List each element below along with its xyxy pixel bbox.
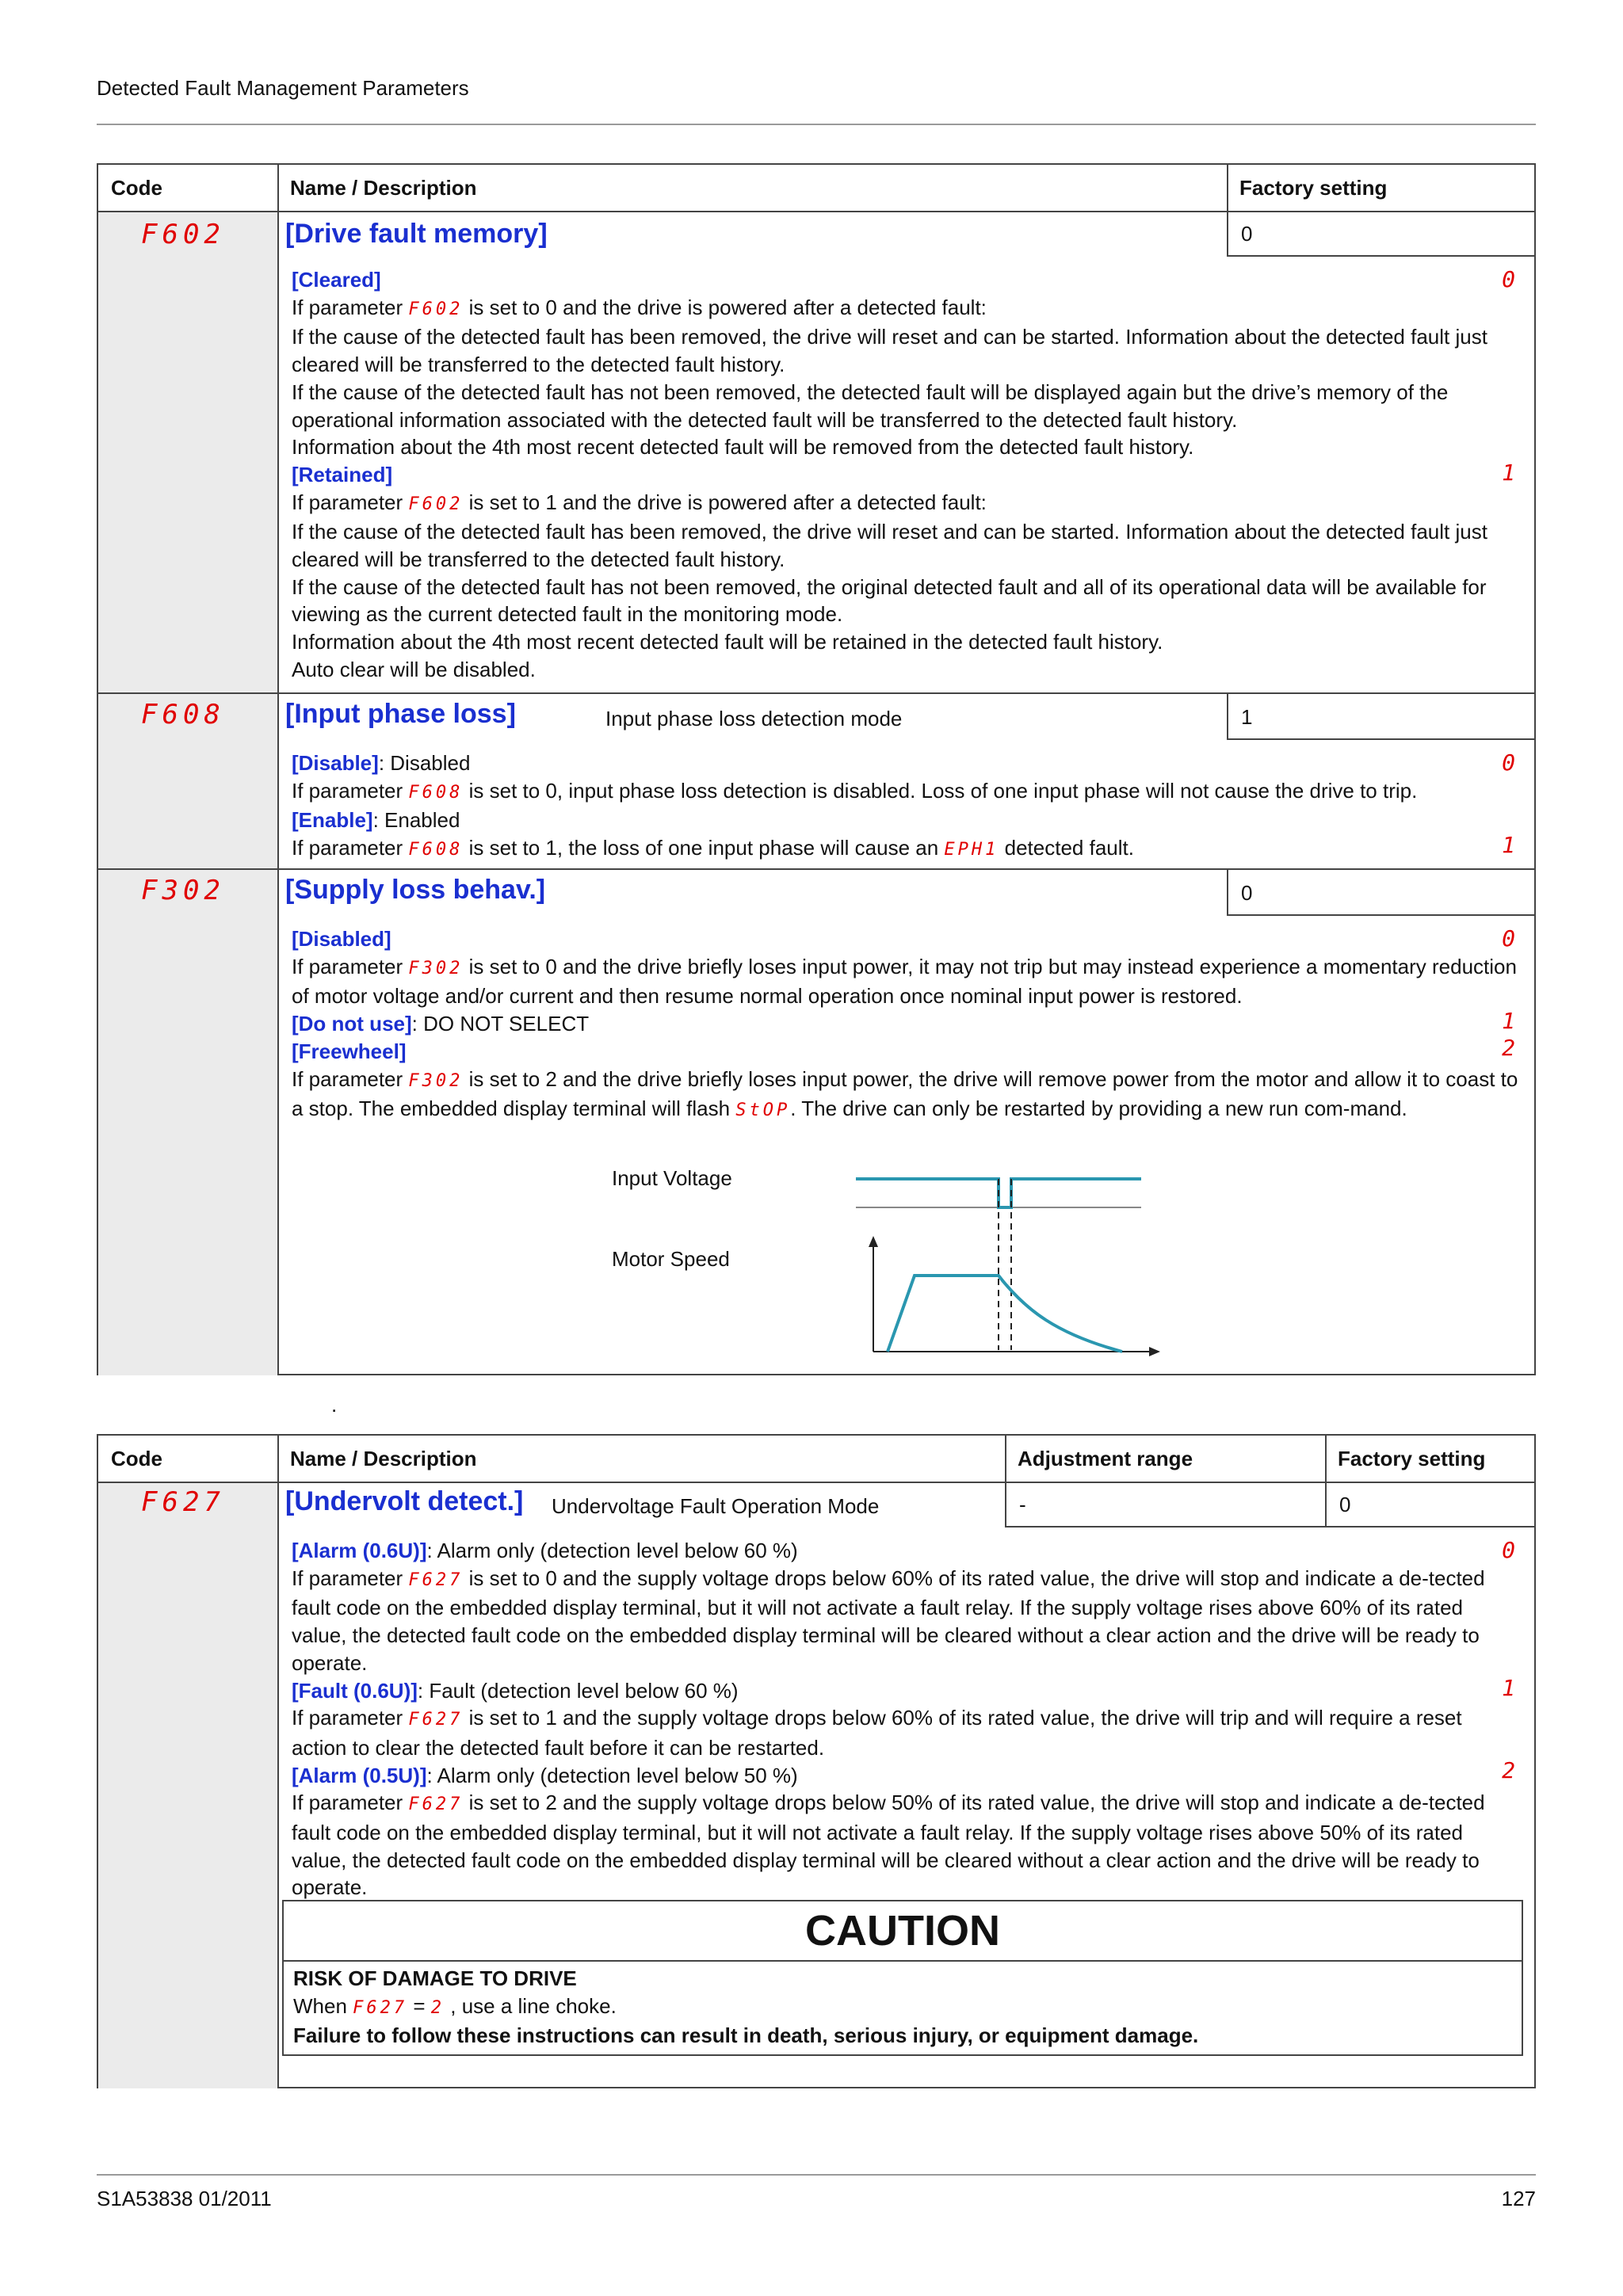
desc-f608 <box>292 749 1520 864</box>
param-title-f627: Undervoltage Fault Operation Mode <box>552 1494 880 1518</box>
option-freewheel: [Freewheel] <box>292 1039 407 1063</box>
desc-line: If parameter F602 is set to 1 and the drive is powered after a detected fault: <box>292 490 987 514</box>
desc-line: [Enable]: Enabled <box>292 808 460 833</box>
desc-line: If parameter F602 is set to 0 and the drive is powered after a detected fault: <box>292 295 987 319</box>
factory-f302: 0 <box>1227 870 1534 916</box>
param-name-f627: [Undervolt detect.] <box>285 1486 524 1516</box>
value-0: 0 <box>1502 1537 1520 1563</box>
option-cleared: [Cleared] <box>292 268 381 292</box>
row-f627 <box>98 1482 1534 2088</box>
desc-line: [Alarm (0.5U)]: Alarm only (detection level below 50 %) <box>292 1763 798 1787</box>
desc-line: If parameter F608 is set to 1, the loss of one input phase will cause an EPH1 detected fault. <box>292 836 1134 860</box>
footer-rule <box>97 2174 1536 2176</box>
caution-risk: RISK OF DAMAGE TO DRIVE <box>293 1966 577 1990</box>
desc-line: [Do not use]: DO NOT SELECT <box>292 1012 590 1036</box>
factory-col-divider <box>1227 165 1228 211</box>
desc-line: Auto clear will be disabled. <box>292 657 536 681</box>
desc-line: If parameter F627 is set to 0 and the supply voltage drops below 60% of its rated value, the drive will stop and indicate a de-tected fault code on the embedded display terminal, but it will not activate a fault relay. If the supply voltage rises above 60% of its rated value, the detected fault code on the embedded display terminal will be cleared without a clear action and the drive will be ready to operate. <box>292 1566 1485 1675</box>
param-name-f608: [Input phase loss] <box>285 699 516 729</box>
desc-line: [Fault (0.6U)]: Fault (detection level below 60 %) <box>292 1678 739 1703</box>
param-name-f302: [Supply loss behav.] <box>285 875 546 905</box>
supply-loss-diagram <box>812 1155 1192 1377</box>
col-factory-header: Factory setting <box>1239 176 1388 200</box>
value-0: 0 <box>1502 749 1520 776</box>
parameter-table-2 <box>97 1434 1536 2088</box>
separator-dot: . <box>331 1393 338 1417</box>
caution-failure: Failure to follow these instructions can result in death, serious injury, or equipment damage. <box>293 2023 1199 2048</box>
range-f627: - <box>1005 1482 1325 1527</box>
motor-speed-trace <box>888 1276 1122 1352</box>
desc-f602 <box>292 266 1520 684</box>
col-code-header: Code <box>111 176 162 200</box>
col-range-header: Adjustment range <box>1018 1447 1193 1470</box>
col-code-header: Code <box>111 1447 162 1470</box>
value-0: 0 <box>1502 266 1520 292</box>
desc-line: If parameter F302 is set to 2 and the drive briefly loses input power, the drive will remove power from the motor and allow it to coast to a stop. The embedded display terminal will flash StOP. The drive can only be restarted by providing a new run com-mand. <box>292 1066 1518 1121</box>
code-f302: F302 <box>141 875 225 906</box>
col-name-header: Name / Description <box>290 176 477 200</box>
desc-line: If parameter F627 is set to 2 and the supply voltage drops below 50% of its rated value, the drive will stop and indicate a de-tected fault code on the embedded display terminal, but it will not activate a fault relay. If the supply voltage rises above 50% of its rated value, the detected fault code on the embedded display terminal will be cleared without a clear action and the drive will be ready to operate. <box>292 1791 1485 1900</box>
desc-line: If parameter F627 is set to 1 and the supply voltage drops below 60% of its rated value, the drive will trip and will require a reset action to clear the detected fault before it can be restarted. <box>292 1706 1462 1760</box>
header-rule <box>97 124 1536 125</box>
caution-body <box>284 1962 1522 2054</box>
parameter-table-1 <box>97 163 1536 1375</box>
desc-line: If the cause of the detected fault has been removed, the drive will reset and can be started. Information about the detected fault just cleared will be transferred to the detected fault history. <box>292 325 1487 377</box>
row-f302 <box>98 870 1534 1374</box>
caution-title: CAUTION <box>284 1901 1522 1962</box>
desc-line: If the cause of the detected fault has been removed, the drive will reset and can be started. Information about the detected fault just cleared will be transferred to the detected fault history. <box>292 520 1487 572</box>
col-factory-header: Factory setting <box>1338 1447 1486 1470</box>
code-f627: F627 <box>141 1486 225 1518</box>
page-header-title: Detected Fault Management Parameters <box>97 76 469 100</box>
time-arrow <box>1149 1347 1160 1356</box>
row-f602 <box>98 211 1534 692</box>
desc-line: If parameter F608 is set to 0, input phase loss detection is disabled. Loss of one input phase will not cause the drive to trip. <box>292 778 1418 803</box>
col-name-header: Name / Description <box>290 1447 477 1470</box>
desc-line: [Alarm (0.6U)]: Alarm only (detection level below 60 %) <box>292 1539 798 1562</box>
footer-page-number: 127 <box>1501 2187 1536 2210</box>
desc-line: If parameter F302 is set to 0 and the drive briefly loses input power, it may not trip but may instead experience a momentary reduction of motor voltage and/or current and then resume normal operation once nominal input power is restored. <box>292 954 1517 1009</box>
param-title-f608: Input phase loss detection mode <box>605 707 903 730</box>
option-retained: [Retained] <box>292 462 393 486</box>
value-1: 1 <box>1502 1675 1520 1701</box>
factory-f602: 0 <box>1227 211 1534 257</box>
desc-f627 <box>292 1537 1520 1901</box>
speed-y-arrow <box>869 1236 878 1247</box>
code-f608: F608 <box>141 699 225 730</box>
option-disabled: [Disabled] <box>292 927 391 951</box>
table2-header <box>98 1436 1534 1483</box>
range-col-divider <box>1005 1436 1006 1482</box>
desc-line: Information about the 4th most recent detected fault will be removed from the detected fault history. <box>292 435 1194 460</box>
caution-box <box>282 1900 1523 2056</box>
value-1: 1 <box>1502 460 1520 486</box>
desc-line: If the cause of the detected fault has not been removed, the original detected fault and all of its operational data will be available for viewing as the current detected fault in the monitoring mode. <box>292 574 1487 627</box>
value-1: 1 <box>1502 832 1520 858</box>
value-0: 0 <box>1502 925 1520 952</box>
row-f608 <box>98 694 1534 868</box>
value-2: 2 <box>1502 1035 1520 1061</box>
code-f602: F602 <box>141 219 225 250</box>
factory-f608: 1 <box>1227 694 1534 740</box>
caution-when: When F627 = 2 , use a line choke. <box>293 1993 617 2018</box>
desc-line: Information about the 4th most recent detected fault will be retained in the detected fault history. <box>292 630 1163 654</box>
table1-header <box>98 165 1534 212</box>
param-name-f602: [Drive fault memory] <box>285 219 548 249</box>
value-2: 2 <box>1502 1757 1520 1783</box>
footer-doc-id: S1A53838 01/2011 <box>97 2187 272 2210</box>
desc-line: [Disable]: Disabled <box>292 751 471 775</box>
factory-col-divider <box>1325 1436 1327 1482</box>
diagram-label-input-voltage: Input Voltage <box>612 1166 732 1190</box>
value-1: 1 <box>1502 1008 1520 1034</box>
desc-line: If the cause of the detected fault has not been removed, the detected fault will be displayed again but the drive’s memory of the operational information associated with the detected fault will be transferred to the detected fault history. <box>292 379 1449 432</box>
diagram-label-motor-speed: Motor Speed <box>612 1247 730 1271</box>
desc-f302 <box>292 925 1520 1125</box>
factory-f627: 0 <box>1325 1482 1534 1527</box>
